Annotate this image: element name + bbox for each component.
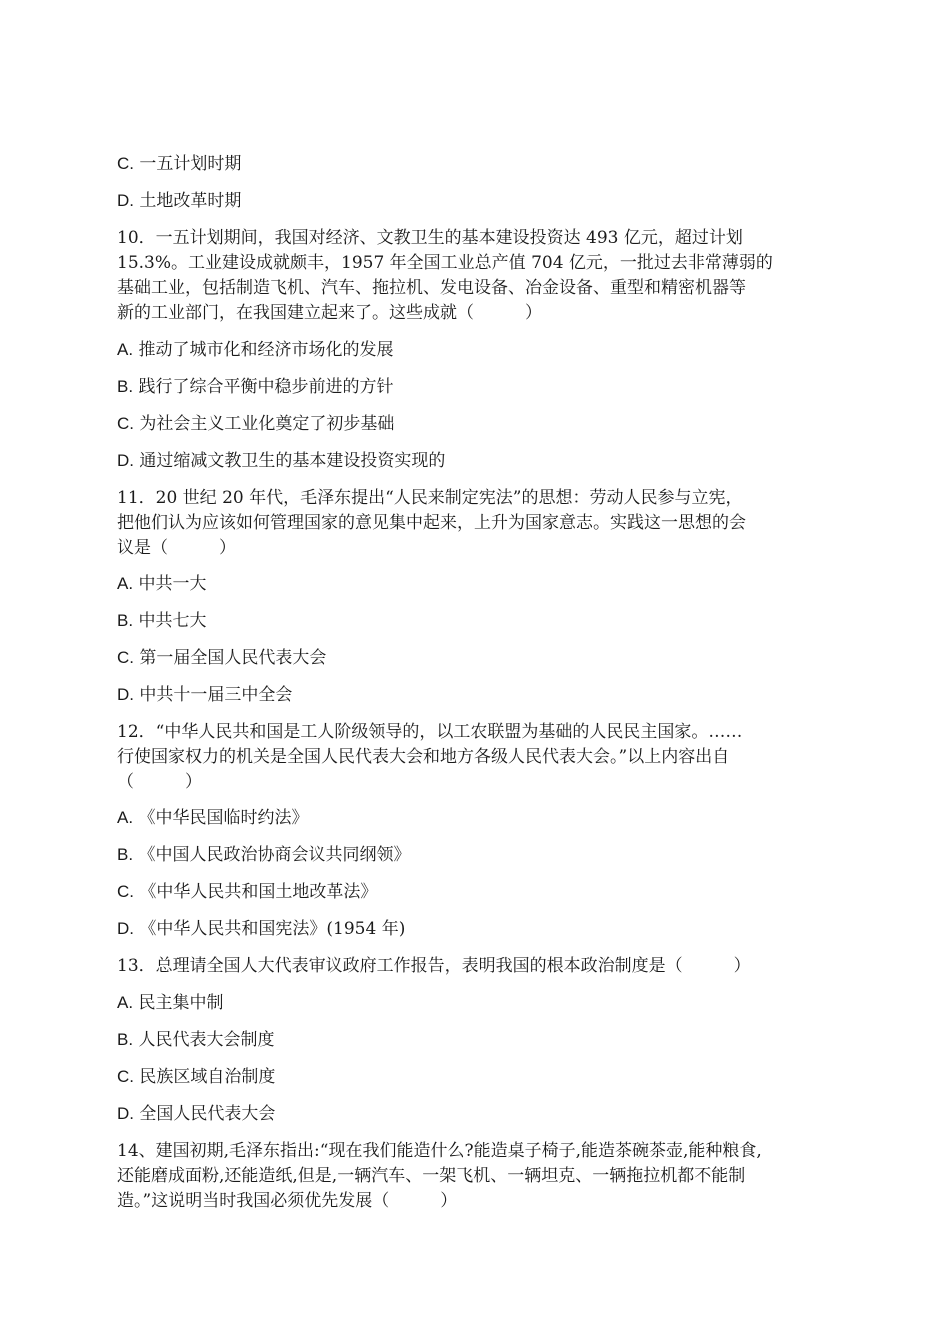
q13-option-d: D. 全国人民代表大会 xyxy=(117,1104,276,1124)
q13-option-b: B. 人民代表大会制度 xyxy=(117,1030,275,1050)
q10-option-c: C. 为社会主义工业化奠定了初步基础 xyxy=(117,414,395,434)
q9-option-c: C. 一五计划时期 xyxy=(117,154,242,174)
q10-option-b: B. 践行了综合平衡中稳步前进的方针 xyxy=(117,377,394,397)
q14-stem-line-3: 造。”这说明当时我国必须优先发展（ ） xyxy=(117,1191,458,1211)
q14-stem-line-1: 14、建国初期,毛泽东指出:“现在我们能造什么?能造桌子椅子,能造茶碗茶壶,能种粮食, xyxy=(117,1141,762,1161)
q10-stem-line-2: 15.3%。工业建设成就颇丰，1957 年全国工业总产值 704 亿元，一批过去非常薄弱的 xyxy=(117,253,773,273)
q13-option-c: C. 民族区域自治制度 xyxy=(117,1067,276,1087)
q11-option-c: C. 第一届全国人民代表大会 xyxy=(117,648,327,668)
q11-option-d: D. 中共十一届三中全会 xyxy=(117,685,293,705)
q12-option-a: A. 《中华民国临时约法》 xyxy=(117,808,309,828)
q12-option-d: D. 《中华人民共和国宪法》(1954 年) xyxy=(117,919,406,939)
q10-stem-line-4: 新的工业部门，在我国建立起来了。这些成就（ ） xyxy=(117,303,542,323)
q12-stem-line-2: 行使国家权力的机关是全国人民代表大会和地方各级人民代表大会。”以上内容出自 xyxy=(117,747,730,767)
q12-option-c: C. 《中华人民共和国土地改革法》 xyxy=(117,882,378,902)
q14-stem-line-2: 还能磨成面粉,还能造纸,但是,一辆汽车、一架飞机、一辆坦克、一辆拖拉机都不能制 xyxy=(117,1166,746,1186)
q9-option-d: D. 土地改革时期 xyxy=(117,191,242,211)
q13-option-a: A. 民主集中制 xyxy=(117,993,224,1013)
q13-stem-line-1: 13．总理请全国人大代表审议政府工作报告，表明我国的根本政治制度是（ ） xyxy=(117,956,751,976)
q11-option-b: B. 中共七大 xyxy=(117,611,207,631)
q12-stem-line-3: （ ） xyxy=(117,772,202,792)
q11-stem-line-1: 11．20 世纪 20 年代，毛泽东提出“人民来制定宪法”的思想：劳动人民参与立宪， xyxy=(117,488,743,508)
q12-option-b: B. 《中国人民政治协商会议共同纲领》 xyxy=(117,845,411,865)
q10-stem-line-1: 10．一五计划期间，我国对经济、文教卫生的基本建设投资达 493 亿元，超过计划 xyxy=(117,228,743,248)
q10-option-a: A. 推动了城市化和经济市场化的发展 xyxy=(117,340,394,360)
q11-option-a: A. 中共一大 xyxy=(117,574,207,594)
q12-stem-line-1: 12．“中华人民共和国是工人阶级领导的，以工农联盟为基础的人民民主国家。…… xyxy=(117,722,743,742)
q11-stem-line-3: 议是（ ） xyxy=(117,538,236,558)
q10-stem-line-3: 基础工业，包括制造飞机、汽车、拖拉机、发电设备、冶金设备、重型和精密机器等 xyxy=(117,278,746,298)
q11-stem-line-2: 把他们认为应该如何管理国家的意见集中起来，上升为国家意志。实践这一思想的会 xyxy=(117,513,746,533)
q10-option-d: D. 通过缩减文教卫生的基本建设投资实现的 xyxy=(117,451,446,471)
